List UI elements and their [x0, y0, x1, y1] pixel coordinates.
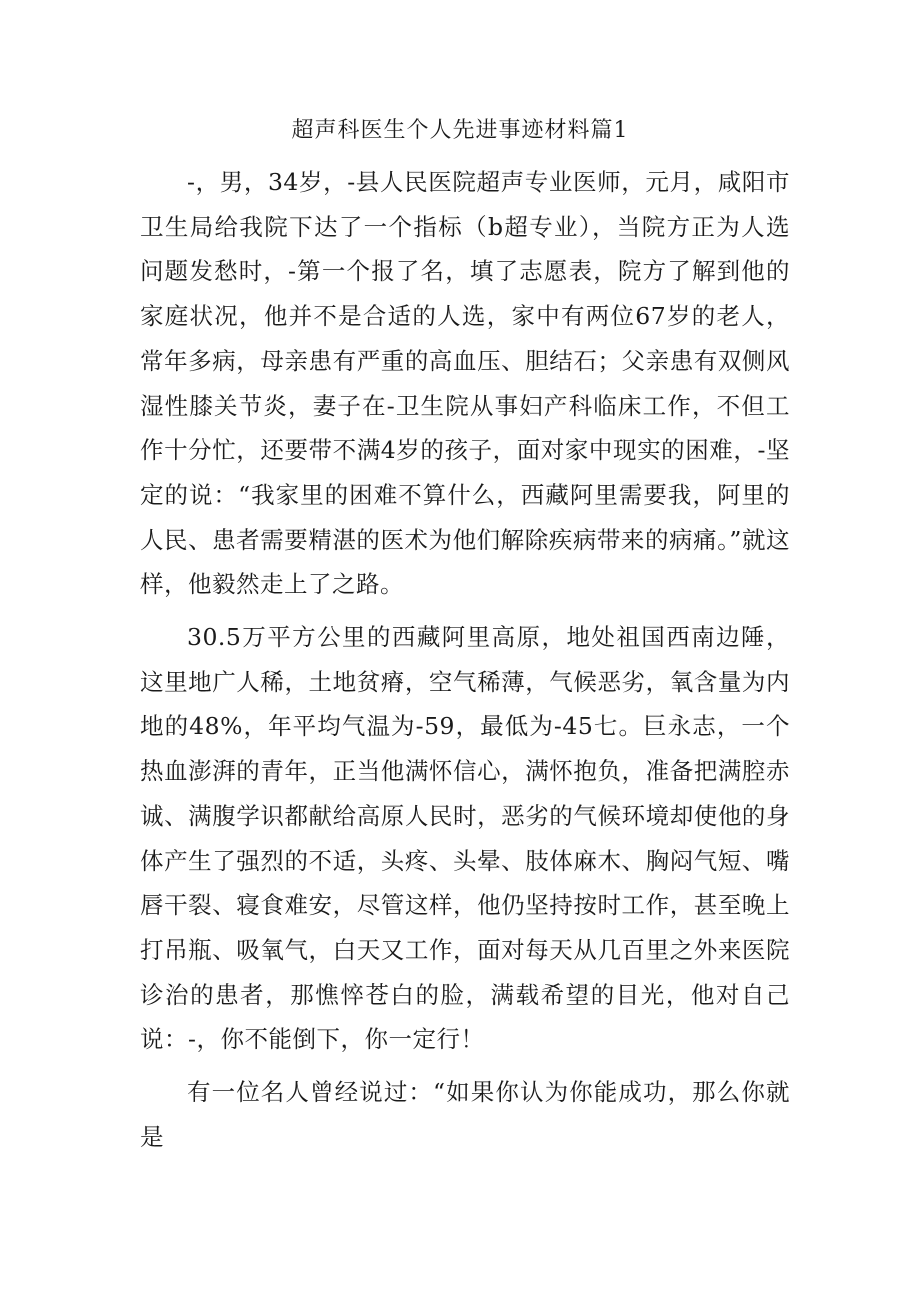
paragraph-1: -，男，34岁，-县人民医院超声专业医师，元月，咸阳市卫生局给我院下达了一个指标（b超专业），当院方正为人选问题发愁时，-第一个报了名，填了志愿表，院方了解到他的家庭状况，他并不是合适的人选，家中有两位67岁的老人，常年多病，母亲患有严重的高血压、胆结石；父亲患有双侧风湿性膝关节炎，妻子在-卫生院从事妇产科临床工作，不但工作十分忙，还要带不满4岁的孩子，面对家中现实的困难，-坚定的说：“我家里的困难不算什么，西藏阿里需要我，阿里的人民、患者需要精湛的医术为他们解除疾病带来的病痛。”就这样，他毅然走上了之路。: [140, 168, 790, 599]
document-title: 超声科医生个人先进事迹材料篇1: [291, 118, 629, 143]
paragraph-2: 30.5万平方公里的西藏阿里高原，地处祖国西南边陲，这里地广人稀，土地贫瘠，空气稀薄，气候恶劣，氧含量为内地的48%，年平均气温为-59，最低为-45七。巨永志，一个热血澎湃的青年，正当他满怀信心，满怀抱负，准备把满腔赤诚、满腹学识都献给高原人民时，恶劣的气候环境却使他的身体产生了强烈的不适，头疼、头晕、肢体麻木、胸闷气短、嘴唇干裂、寝食难安，尽管这样，他仍坚持按时工作，甚至晚上打吊瓶、吸氧气，白天又工作，面对每天从几百里之外来医院诊治的患者，那憔悴苍白的脸，满载希望的目光，他对自己说：-，你不能倒下，你一定行！: [140, 623, 790, 1054]
document-body: [140, 160, 790, 1167]
paragraph-3: 有一位名人曾经说过：“如果你认为你能成功，那么你就是: [140, 1078, 790, 1151]
